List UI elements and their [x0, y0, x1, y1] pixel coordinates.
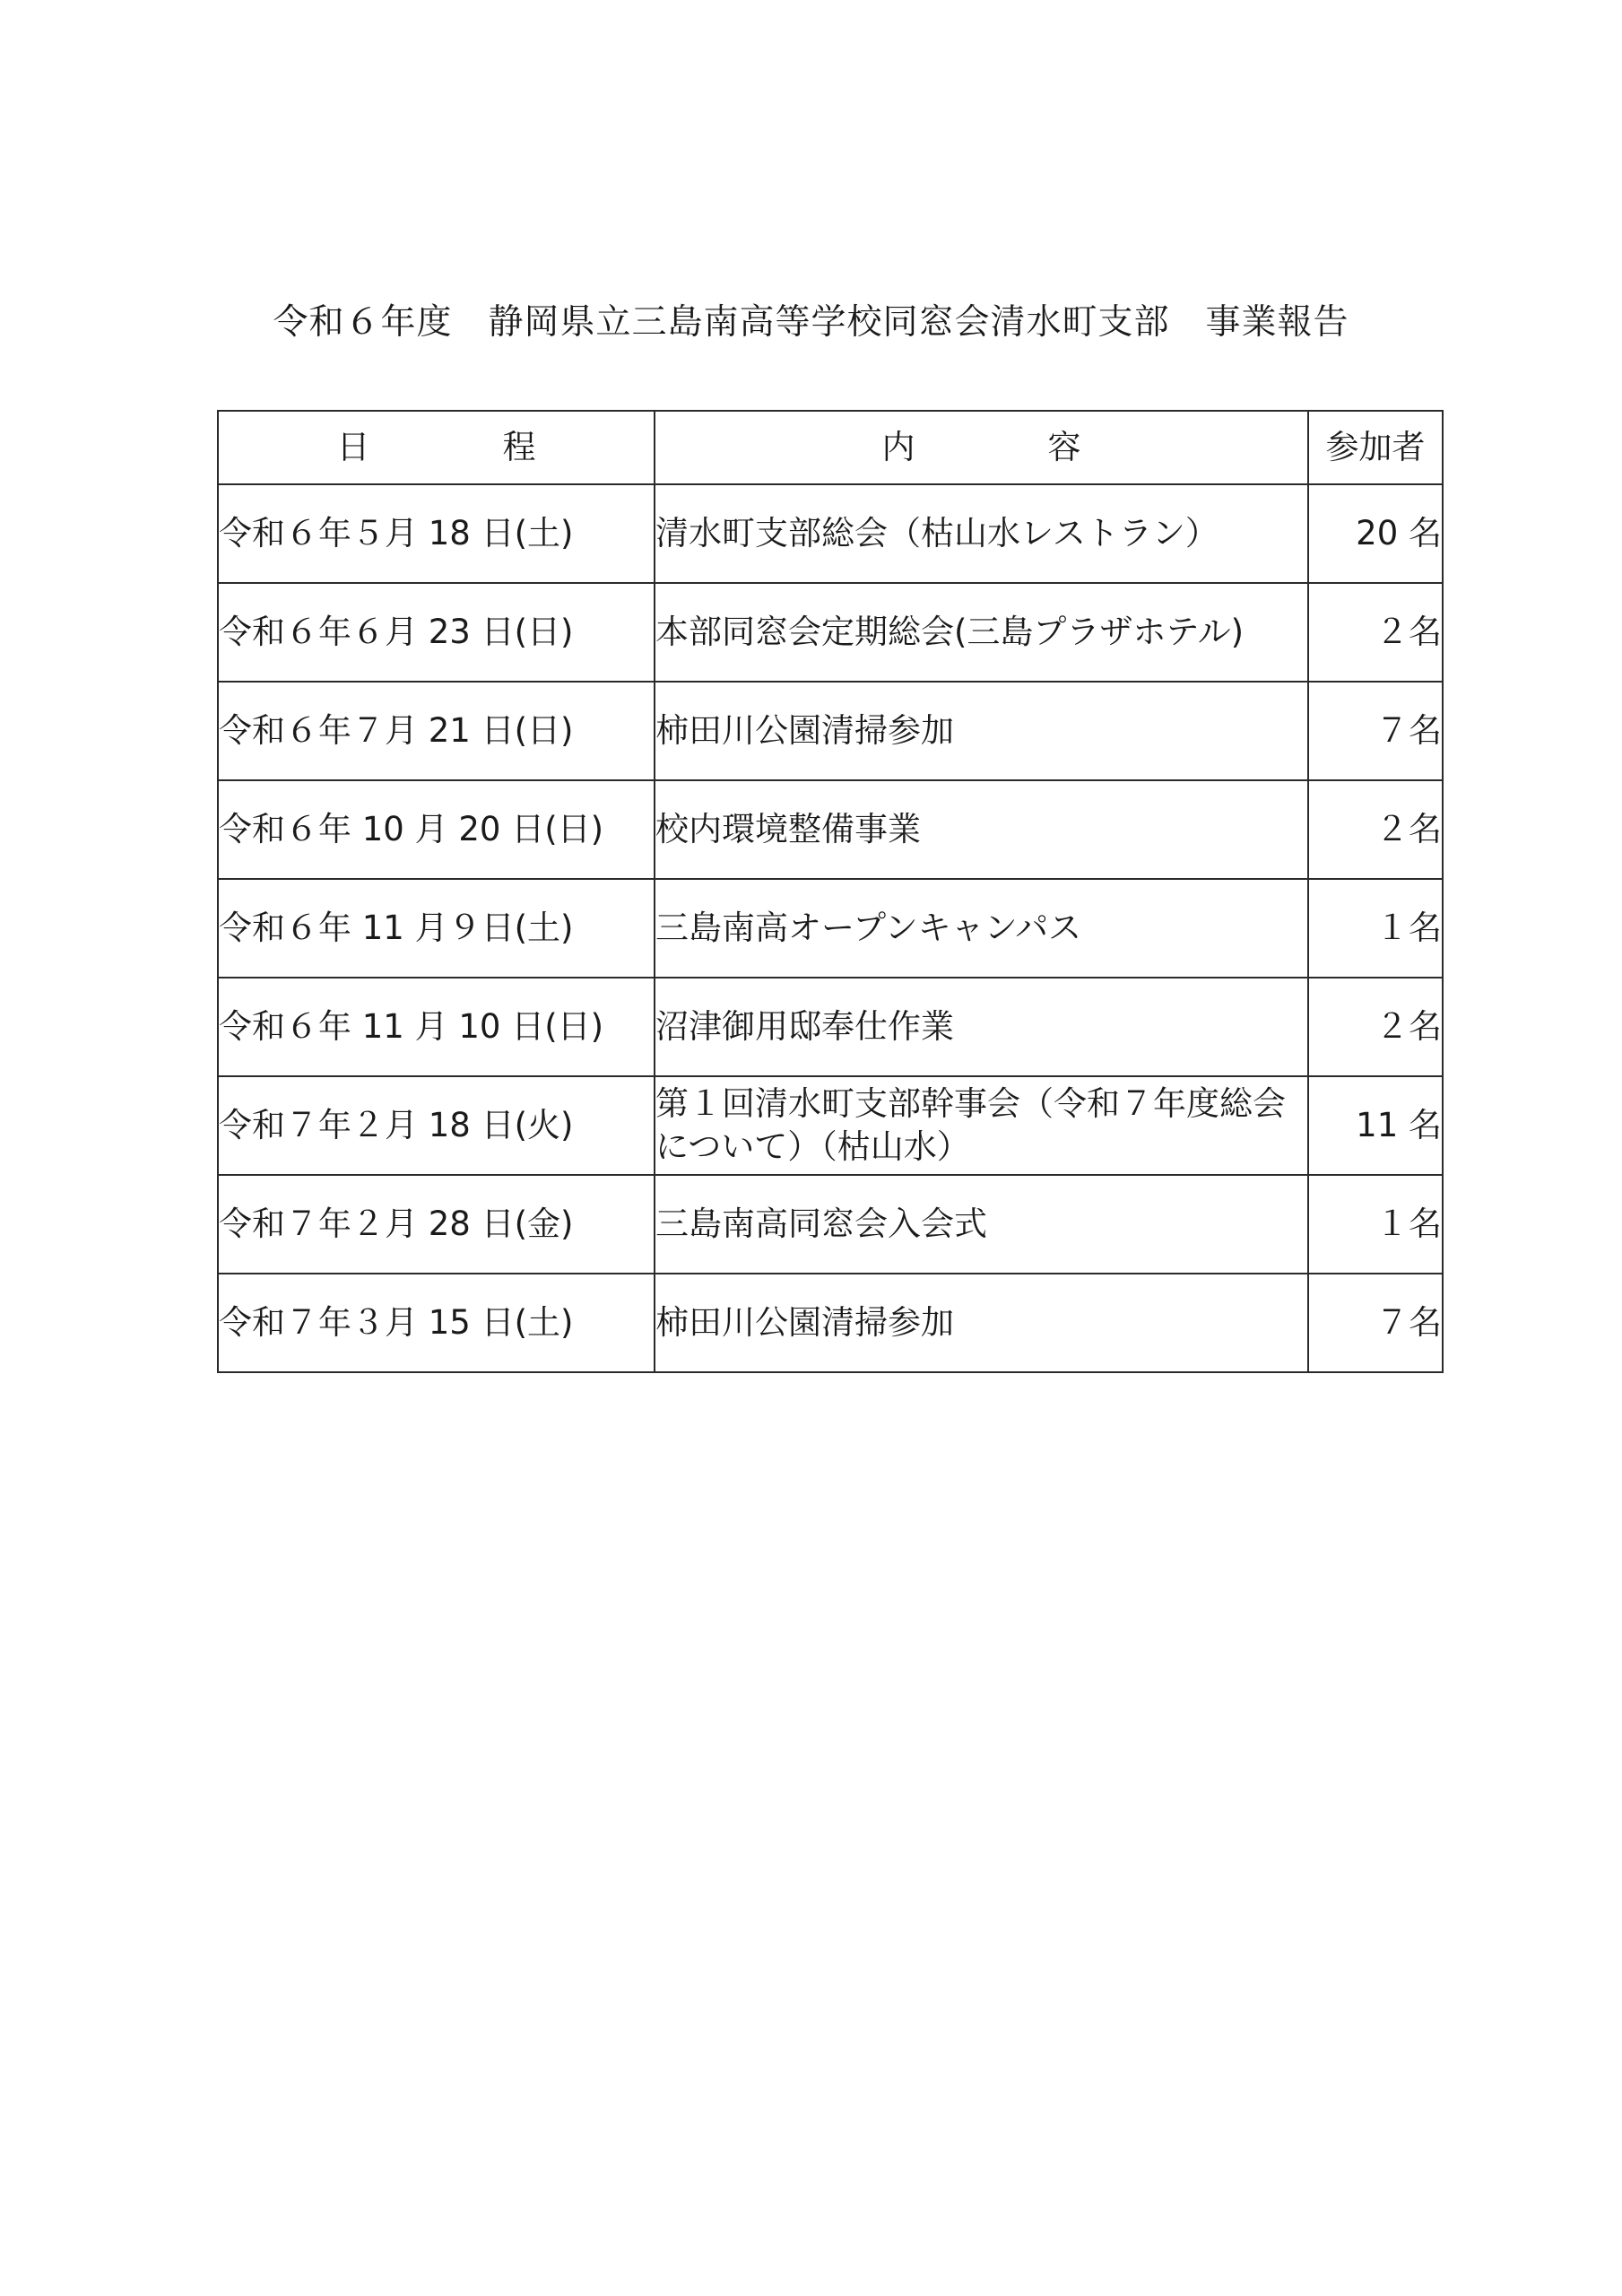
row-content: 第１回清水町支部幹事会（令和７年度総会について）（枯山水）	[655, 1076, 1308, 1175]
table-row	[218, 484, 1443, 583]
row-content: 清水町支部総会（枯山水レストラン）	[655, 484, 1308, 583]
table-row	[218, 682, 1443, 780]
row-count: ７名	[1308, 682, 1443, 780]
row-date: 令和７年２月 18 日(火)	[218, 1076, 655, 1175]
table-row	[218, 1076, 1443, 1175]
table-header-row	[218, 411, 1443, 484]
row-count: 11 名	[1308, 1076, 1443, 1175]
row-content: 三島南高オープンキャンパス	[655, 879, 1308, 978]
row-content: 校内環境整備事業	[655, 780, 1308, 879]
table-row	[218, 780, 1443, 879]
activity-report-table	[217, 410, 1444, 1373]
row-date: 令和６年 11 月９日(土)	[218, 879, 655, 978]
row-date: 令和６年 11 月 10 日(日)	[218, 978, 655, 1076]
table-row	[218, 1274, 1443, 1372]
row-count: ２名	[1308, 978, 1443, 1076]
row-content: 本部同窓会定期総会(三島プラザホテル)	[655, 583, 1308, 682]
row-content: 柿田川公園清掃参加	[655, 682, 1308, 780]
row-count: 20 名	[1308, 484, 1443, 583]
row-count: １名	[1308, 879, 1443, 978]
row-count: １名	[1308, 1175, 1443, 1274]
row-content: 三島南高同窓会入会式	[655, 1175, 1308, 1274]
header-count: 参加者	[1308, 411, 1443, 484]
table-row	[218, 978, 1443, 1076]
row-content: 柿田川公園清掃参加	[655, 1274, 1308, 1372]
row-count: ２名	[1308, 780, 1443, 879]
row-content: 沼津御用邸奉仕作業	[655, 978, 1308, 1076]
row-count: ２名	[1308, 583, 1443, 682]
page-title: 令和６年度 静岡県立三島南高等学校同窓会清水町支部 事業報告	[273, 302, 1349, 343]
row-date: 令和６年５月 18 日(土)	[218, 484, 655, 583]
table-row	[218, 1175, 1443, 1274]
table-row	[218, 583, 1443, 682]
row-date: 令和６年 10 月 20 日(日)	[218, 780, 655, 879]
row-date: 令和７年２月 28 日(金)	[218, 1175, 655, 1274]
table-row	[218, 879, 1443, 978]
header-date: 日 程	[218, 411, 655, 484]
row-count: ７名	[1308, 1274, 1443, 1372]
header-content: 内 容	[655, 411, 1308, 484]
row-date: 令和７年３月 15 日(土)	[218, 1274, 655, 1372]
row-date: 令和６年６月 23 日(日)	[218, 583, 655, 682]
row-date: 令和６年７月 21 日(日)	[218, 682, 655, 780]
